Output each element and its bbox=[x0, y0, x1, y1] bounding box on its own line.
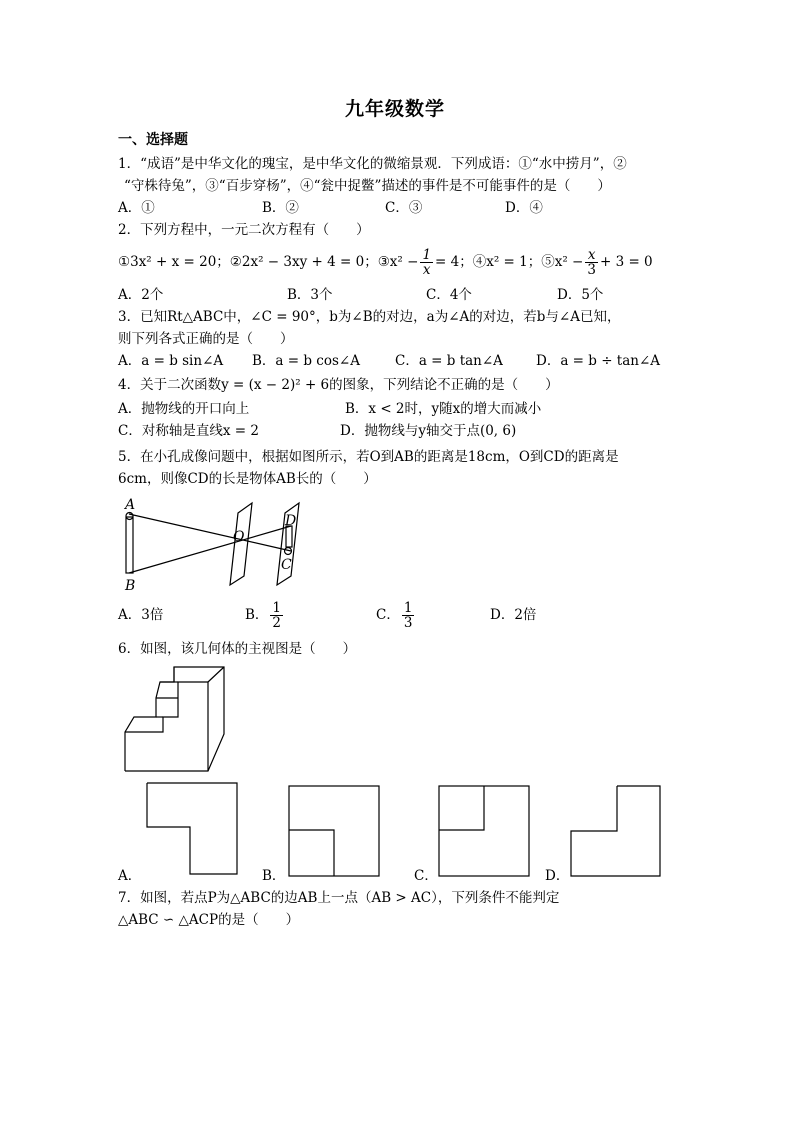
page-title: 九年级数学 bbox=[345, 98, 446, 120]
q2-option-b: B．3个 bbox=[287, 287, 333, 303]
q4-option-b: B．x < 2时，y随x的增大而减小 bbox=[345, 401, 542, 417]
q6-stem: 6．如图，该几何体的主视图是（ ） bbox=[118, 641, 357, 657]
q6-option-a-label: A． bbox=[118, 868, 142, 884]
q5-option-a: A．3倍 bbox=[118, 607, 164, 623]
q2-stem: 2．下列方程中，一元二次方程有（ ） bbox=[118, 222, 370, 238]
q2-eq-part2: = 4；④x² = 1；⑤x² − bbox=[435, 254, 584, 270]
q3-line2: 则下列各式正确的是（ ） bbox=[118, 331, 294, 347]
image-cd bbox=[286, 526, 292, 547]
q2-eq-part1: ①3x² + x = 20；②2x² − 3xy + 4 = 0；③x² − bbox=[118, 254, 419, 270]
q2-option-a: A．2个 bbox=[118, 287, 164, 303]
label-b: B bbox=[125, 578, 136, 593]
q6-option-a-figure bbox=[146, 782, 240, 876]
q6-option-d-figure bbox=[570, 785, 664, 879]
q5-option-d: D．2倍 bbox=[490, 607, 537, 623]
q5-option-c-frac bbox=[402, 601, 415, 630]
q6-option-b-label: B． bbox=[262, 868, 286, 884]
q5-line1: 5．在小孔成像问题中，根据如图所示，若O到AB的距离是18cm，O到CD的距离是 bbox=[118, 449, 619, 465]
q5-option-c bbox=[376, 597, 416, 633]
q5-option-b bbox=[245, 597, 285, 633]
q2-eq-part3: + 3 = 0 bbox=[599, 254, 653, 270]
q2-option-c: C．4个 bbox=[426, 287, 472, 303]
q3-option-c: C．a = b tan∠A bbox=[395, 353, 503, 369]
q2-frac2 bbox=[585, 248, 598, 277]
q2-frac2-den: 3 bbox=[587, 262, 596, 278]
q5-option-b-den: 2 bbox=[272, 615, 282, 631]
q4-option-a: A．抛物线的开口向上 bbox=[118, 401, 250, 417]
q7-line1: 7．如图，若点P为△ABC的边AB上一点（AB > AC），下列条件不能判定 bbox=[118, 890, 560, 906]
q6-solid-figure bbox=[120, 664, 230, 774]
q2-frac1-den: x bbox=[422, 262, 431, 278]
pinhole-figure bbox=[115, 493, 315, 593]
q3-option-d: D．a = b ÷ tan∠A bbox=[536, 353, 661, 369]
q5-option-c-den: 3 bbox=[403, 615, 413, 631]
q3-option-b: B．a = b cos∠A bbox=[252, 353, 360, 369]
q6-option-b-figure bbox=[288, 785, 382, 879]
q5-line2: 6cm，则像CD的长是物体AB长的（ ） bbox=[118, 471, 377, 487]
q5-option-c-num: 1 bbox=[403, 600, 413, 616]
q5-option-c-prefix: C． bbox=[376, 607, 400, 623]
q1-option-d: D．④ bbox=[505, 200, 543, 216]
q6-option-c-figure bbox=[438, 785, 532, 879]
object-ab bbox=[126, 517, 133, 573]
q4-option-c: C．对称轴是直线x = 2 bbox=[118, 423, 259, 439]
label-o: O bbox=[233, 529, 245, 545]
q3-option-a: A．a = b sin∠A bbox=[118, 353, 224, 369]
label-a: A bbox=[125, 497, 136, 513]
q4-option-d: D．抛物线与y轴交于点(0, 6) bbox=[340, 423, 517, 439]
q1-option-a: A．① bbox=[118, 200, 155, 216]
q2-option-d: D．5个 bbox=[557, 287, 604, 303]
q6-option-c-label: C． bbox=[414, 868, 438, 884]
q6-option-d-label: D． bbox=[545, 868, 570, 884]
q2-frac1-num: 1 bbox=[422, 247, 432, 263]
q5-option-b-num: 1 bbox=[272, 600, 282, 616]
q2-frac1 bbox=[420, 248, 433, 277]
q5-option-b-prefix: B． bbox=[245, 607, 269, 623]
section-heading: 一、选择题 bbox=[118, 132, 188, 148]
q1-option-c: C．③ bbox=[385, 200, 423, 216]
q2-equations bbox=[118, 243, 653, 281]
q1-line2: “守株待兔”，③“百步穿杨”，④“瓮中捉鳖”描述的事件是不可能事件的是（ ） bbox=[124, 178, 611, 194]
q3-line1: 3．已知Rt△ABC中，∠C = 90°，b为∠B的对边，a为∠A的对边，若b与∠A已知， bbox=[118, 309, 621, 325]
label-c: C bbox=[281, 557, 292, 573]
q5-option-b-frac bbox=[270, 601, 283, 630]
q7-line2: △ABC ∽ △ACP的是（ ） bbox=[118, 912, 300, 928]
q1-line1: 1．“成语”是中华文化的瑰宝，是中华文化的微缩景观．下列成语：①“水中捞月”，② bbox=[118, 156, 627, 172]
q1-option-b: B．② bbox=[262, 200, 299, 216]
q4-stem: 4．关于二次函数y = (x − 2)² + 6的图象，下列结论不正确的是（ ） bbox=[118, 377, 559, 393]
label-d: D bbox=[285, 513, 297, 529]
q2-frac2-num: x bbox=[585, 248, 598, 263]
